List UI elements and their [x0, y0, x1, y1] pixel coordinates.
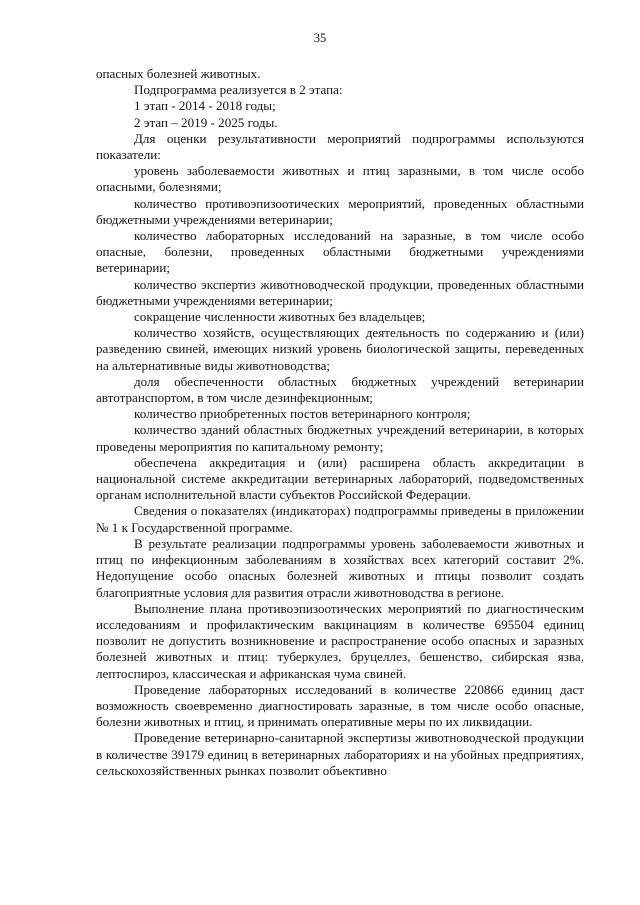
- paragraph: обеспечена аккредитация и (или) расширена область аккредитации в национальной системе аккредитации ветеринарных лабораторий, подведомственных органам исполнительной власти субъектов Российской Федерации.: [96, 454, 584, 503]
- paragraph: уровень заболеваемости животных и птиц заразными, в том числе особо опасными, болезнями;: [96, 163, 584, 195]
- paragraph: количество приобретенных постов ветеринарного контроля;: [134, 406, 471, 422]
- paragraph: В результате реализации подпрограммы уровень заболеваемости животных и птиц по инфекционным заболеваниям в хозяйствах всех категорий составит 2%. Недопущение особо опасных болезней животных и птицы позволит создать благоприятные условия для развития отрасли животноводства в регионе.: [96, 535, 584, 600]
- paragraph: количество хозяйств, осуществляющих деятельность по содержанию и (или) разведению свиней, имеющих низкий уровень биологической защиты, переведенных на альтернативные виды животноводства;: [96, 325, 584, 373]
- paragraph: Выполнение плана противоэпизоотических мероприятий по диагностическим исследованиям и профилактическим вакцинациям в количестве 695504 единиц позволит не допустить возникновение и распространение особо опасных и заразных болезней животных и птиц: туберкулез, бруцеллез, бешенство, сибирская язва, лептоспироз, классическая и африканская чума свиней.: [96, 600, 584, 681]
- paragraph: количество лабораторных исследований на заразные, в том числе особо опасные, болезни, проведенных областными бюджетными учреждениями ветеринарии;: [96, 228, 584, 276]
- paragraph: Проведение ветеринарно-санитарной экспертизы животноводческой продукции в количестве 39179 единиц в ветеринарных лабораториях и на убойных предприятиях, сельскохозяйственных рынках позволит объективно: [96, 730, 584, 778]
- paragraph: количество противоэпизоотических мероприятий, проведенных областными бюджетными учреждениями ветеринарии;: [96, 195, 584, 227]
- paragraph: Для оценки результативности мероприятий подпрограммы используются показатели:: [96, 130, 584, 163]
- page-number: 35: [313, 31, 327, 45]
- paragraph: количество экспертиз животноводческой продукции, проведенных областными бюджетными учреждениями ветеринарии;: [96, 276, 584, 308]
- paragraph: 1 этап - 2014 - 2018 годы;: [134, 98, 276, 114]
- paragraph: Подпрограмма реализуется в 2 этапа:: [134, 82, 343, 98]
- paragraph: количество зданий областных бюджетных учреждений ветеринарии, в которых проведены мероприятия по капитальному ремонту;: [96, 422, 584, 454]
- paragraph: 2 этап – 2019 - 2025 годы.: [134, 114, 278, 130]
- paragraph: сокращение численности животных без владельцев;: [134, 309, 426, 325]
- document-body: [96, 66, 584, 779]
- paragraph: доля обеспеченности областных бюджетных учреждений ветеринарии автотранспортом, в том числе дезинфекционным;: [96, 373, 584, 406]
- paragraph: опасных болезней животных.: [96, 66, 261, 81]
- paragraph: Проведение лабораторных исследований в количестве 220866 единиц даст возможность своевременно диагностировать заразные, в том числе особо опасные, болезни животных и птиц, и принимать оперативные меры по их ликвидации.: [96, 681, 584, 730]
- paragraph: Сведения о показателях (индикаторах) подпрограммы приведены в приложении № 1 к Государственной программе.: [96, 503, 584, 535]
